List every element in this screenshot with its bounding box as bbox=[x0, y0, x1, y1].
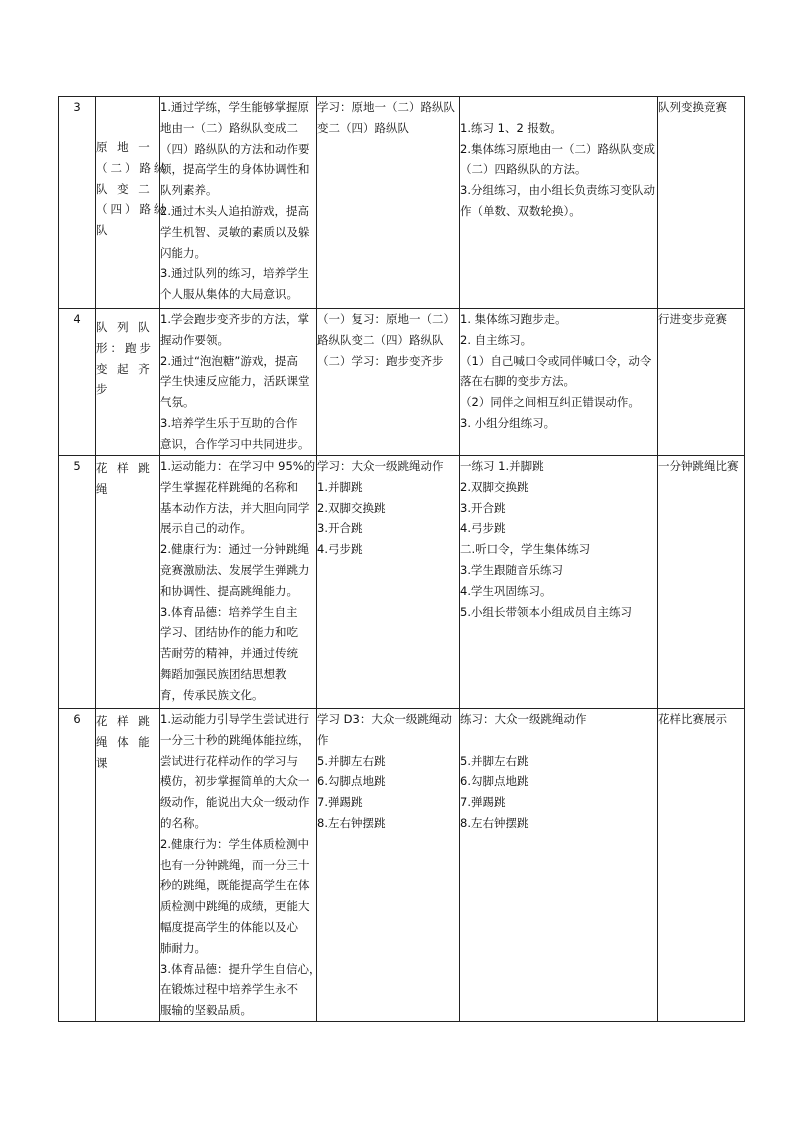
process-line: 8.左右钟摆跳 bbox=[460, 815, 529, 830]
objective-line: 1.运动能力引导学生尝试进行 bbox=[160, 712, 309, 726]
process-line: 6.勾脚点地跳 bbox=[460, 774, 529, 789]
learning-objectives bbox=[160, 709, 321, 1022]
learning-objectives bbox=[160, 309, 317, 456]
lesson-topic bbox=[96, 97, 169, 309]
objective-line: 地由一（二）路纵队变成二 bbox=[160, 120, 298, 135]
practice-process bbox=[460, 97, 658, 309]
teaching-content bbox=[317, 709, 460, 1022]
table-row bbox=[59, 709, 745, 1022]
process-line: 5.小组长带领本小组成员自主练习 bbox=[460, 604, 632, 619]
process-line: 落在右脚的变步方法。 bbox=[460, 374, 575, 389]
objective-line: 个人服从集体的大局意识。 bbox=[160, 287, 298, 302]
objective-line: 秒的跳绳，既能提高学生在体 bbox=[160, 878, 310, 893]
content-line: 作 bbox=[317, 732, 329, 747]
objective-line: 肺耐力。 bbox=[160, 940, 206, 955]
competition-activity: 行进变步竞赛 bbox=[658, 309, 745, 456]
process-line: 3.开合跳 bbox=[460, 500, 506, 515]
lesson-plan-table bbox=[58, 96, 745, 1022]
lesson-number: 4 bbox=[59, 309, 96, 456]
objective-line: 和协调性、提高跳绳能力。 bbox=[160, 583, 298, 598]
content-line: 3.开合跳 bbox=[317, 521, 363, 536]
objective-line: 3.培养学生乐于互助的合作 bbox=[160, 415, 298, 430]
objective-line: 2.健康行为：学生体质检测中 bbox=[160, 836, 309, 851]
objective-line: 也有一分钟跳绳，而一分三十 bbox=[160, 857, 310, 872]
objective-line: 尝试进行花样动作的学习与 bbox=[160, 753, 298, 768]
objective-line: 幅度提高学生的体能以及心 bbox=[160, 919, 298, 934]
practice-process bbox=[460, 309, 658, 456]
table-row bbox=[59, 97, 745, 309]
objective-line: 一分三十秒的跳绳体能拉练， bbox=[160, 732, 310, 747]
table-row bbox=[59, 456, 745, 709]
topic-line: 花 样 跳 bbox=[96, 461, 153, 475]
objective-line: 模仿，初步掌握简单的大众一 bbox=[160, 774, 310, 789]
teaching-content bbox=[317, 97, 460, 309]
process-line: 7.弹踢跳 bbox=[460, 795, 506, 810]
process-line: 5.并脚左右跳 bbox=[460, 753, 529, 768]
objective-line: 3.体育品德：提升学生自信心， bbox=[160, 961, 321, 976]
content-line: 8.左右钟摆跳 bbox=[317, 815, 386, 830]
process-line: 练习：大众一级跳绳动作 bbox=[460, 712, 587, 726]
lesson-number: 6 bbox=[59, 709, 96, 1022]
objective-line: 质检测中跳绳的成绩，更能大 bbox=[160, 899, 310, 914]
process-line: 2.集体练习原地由一（二）路纵队变成 bbox=[460, 141, 655, 156]
objective-line: 2.健康行为：通过一分钟跳绳 bbox=[160, 542, 309, 557]
topic-line: 步 bbox=[96, 382, 111, 397]
objective-line: 学生机智、灵敏的素质以及躲 bbox=[160, 224, 310, 239]
process-line: （二）四路纵队的方法。 bbox=[460, 162, 587, 177]
objective-line: 苦耐劳的精神，并通过传统 bbox=[160, 646, 298, 661]
objective-line: 级动作，能说出大众一级动作 bbox=[160, 795, 310, 810]
topic-line: 形：跑步 bbox=[96, 340, 154, 355]
topic-line: 原 地 一 bbox=[96, 140, 153, 154]
objective-line: 闪能力。 bbox=[160, 245, 206, 260]
learning-objectives bbox=[160, 456, 317, 709]
objective-line: 在锻炼过程中培养学生永不 bbox=[160, 982, 298, 997]
objective-line: 展示自己的动作。 bbox=[160, 521, 252, 536]
process-line: 3.分组练习，由小组长负责练习变队动 bbox=[460, 183, 655, 198]
objective-line: 3.通过队列的练习，培养学生 bbox=[160, 266, 309, 281]
topic-line: 队 bbox=[96, 223, 111, 238]
process-line: 2. 自主练习。 bbox=[460, 332, 533, 347]
practice-process bbox=[460, 456, 658, 709]
process-line: 4.学生巩固练习。 bbox=[460, 583, 552, 598]
objective-line: 学生掌握花样跳绳的名称和 bbox=[160, 479, 298, 494]
process-line bbox=[460, 97, 657, 118]
objective-line: 2.通过“泡泡糖”游戏，提高 bbox=[160, 353, 298, 368]
objective-line: 的名称。 bbox=[160, 815, 206, 830]
content-line: 学习：原地一（二）路纵队 bbox=[317, 100, 455, 114]
objective-line: 2.通过木头人追拍游戏，提高 bbox=[160, 203, 309, 218]
content-line: 2.双脚交换跳 bbox=[317, 500, 386, 515]
content-line: 7.弹踢跳 bbox=[317, 795, 363, 810]
table-row bbox=[59, 309, 745, 456]
topic-line: 课 bbox=[96, 755, 111, 770]
content-line: 路纵队变二（四）路纵队 bbox=[317, 332, 444, 347]
objective-line: 3.体育品德：培养学生自主 bbox=[160, 604, 298, 619]
objective-line: 握动作要领。 bbox=[160, 332, 229, 347]
objective-line: 竞赛激励法、发展学生弹跳力 bbox=[160, 562, 310, 577]
content-line: 6.勾脚点地跳 bbox=[317, 774, 386, 789]
lesson-topic bbox=[96, 709, 160, 1022]
content-line: （二）学习：跑步变齐步 bbox=[317, 353, 444, 368]
objective-line: 学习、团结协作的能力和吃 bbox=[160, 625, 298, 640]
topic-line: 队 变 二 bbox=[96, 181, 153, 196]
objective-line: 气氛。 bbox=[160, 395, 195, 410]
teaching-content bbox=[317, 456, 460, 709]
topic-line: 绳 体 能 bbox=[96, 734, 153, 749]
content-line: 1.并脚跳 bbox=[317, 479, 363, 494]
process-line: （2）同伴之间相互纠正错误动作。 bbox=[460, 395, 640, 410]
learning-objectives bbox=[160, 97, 317, 309]
content-line: 变二（四）路纵队 bbox=[317, 120, 409, 135]
topic-line: （四）路纵 bbox=[96, 202, 169, 217]
content-line: 学习 D3：大众一级跳绳动 bbox=[317, 712, 452, 726]
process-line: 作（单数、双数轮换）。 bbox=[460, 203, 581, 218]
lesson-number: 3 bbox=[59, 97, 96, 309]
objective-line: 领，提高学生的身体协调性和 bbox=[160, 162, 310, 177]
process-line: 4.弓步跳 bbox=[460, 521, 506, 536]
process-line: 2.双脚交换跳 bbox=[460, 479, 529, 494]
objective-line: 1.运动能力：在学习中 95%的 bbox=[160, 459, 316, 473]
process-line: 二.听口令，学生集体练习 bbox=[460, 542, 591, 557]
process-line: 一练习 1.并脚跳 bbox=[460, 459, 544, 473]
objective-line: 学生快速反应能力，活跃课堂 bbox=[160, 374, 310, 389]
objective-line: 服输的坚毅品质。 bbox=[160, 1003, 252, 1018]
content-line: 学习：大众一级跳绳动作 bbox=[317, 459, 444, 473]
process-line: 1.练习 1、2 报数。 bbox=[460, 120, 562, 135]
practice-process bbox=[460, 709, 658, 1022]
topic-line: 变 起 齐 bbox=[96, 361, 153, 376]
topic-line: 花 样 跳 bbox=[96, 714, 153, 728]
competition-activity: 花样比赛展示 bbox=[658, 709, 745, 1022]
competition-activity: 一分钟跳绳比赛 bbox=[658, 456, 745, 709]
lesson-topic bbox=[96, 456, 160, 709]
teaching-content bbox=[317, 309, 460, 456]
topic-line: （二）路纵 bbox=[96, 160, 169, 175]
objective-line: 基本动作方法，并大胆向同学 bbox=[160, 500, 310, 515]
process-line: 3. 小组分组练习。 bbox=[460, 415, 556, 430]
process-line: 3.学生跟随音乐练习 bbox=[460, 562, 563, 577]
objective-line: 意识，合作学习中共同进步。 bbox=[160, 436, 310, 451]
objective-line: 1.通过学练，学生能够掌握原 bbox=[160, 100, 309, 114]
competition-activity: 队列变换竞赛 bbox=[658, 97, 745, 309]
objective-line: 1.学会跑步变齐步的方法，掌 bbox=[160, 312, 309, 326]
objective-line: 队列素养。 bbox=[160, 183, 218, 198]
process-line bbox=[460, 730, 657, 751]
content-line: 4.弓步跳 bbox=[317, 542, 363, 557]
objective-line: （四）路纵队的方法和动作要 bbox=[160, 141, 310, 156]
content-line: （一）复习：原地一（二） bbox=[317, 312, 455, 326]
objective-line: 育，传承民族文化。 bbox=[160, 687, 264, 702]
objective-line: 舞蹈加强民族团结思想教 bbox=[160, 666, 287, 681]
topic-line: 队 列 队 bbox=[96, 320, 153, 334]
lesson-number: 5 bbox=[59, 456, 96, 709]
process-line: 1. 集体练习跑步走。 bbox=[460, 312, 567, 326]
lesson-topic bbox=[96, 309, 160, 456]
process-line: （1）自己喊口令或同伴喊口令，动令 bbox=[460, 353, 652, 368]
topic-line: 绳 bbox=[96, 481, 111, 496]
content-line: 5.并脚左右跳 bbox=[317, 753, 386, 768]
lesson-plan-body bbox=[59, 97, 745, 1022]
